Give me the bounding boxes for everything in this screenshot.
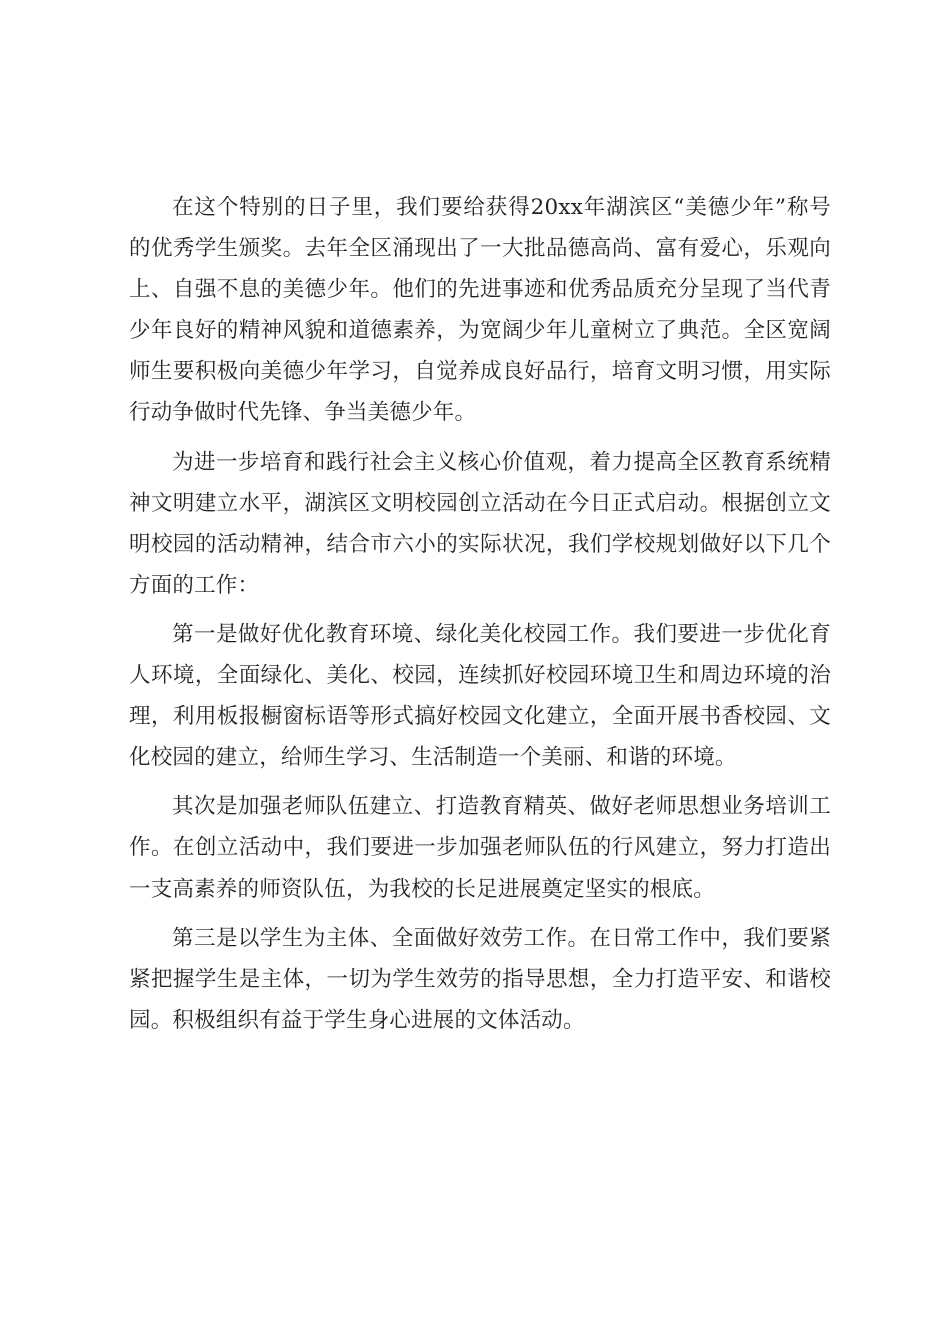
paragraph-third-students: 第三是以学生为主体、全面做好效劳工作。在日常工作中，我们要紧紧把握学生是主体，一切为学生效劳的指导思想，全力打造平安、和谐校园。积极组织有益于学生身心进展的文体活动。 [129,925,831,1033]
paragraph-first-environment: 第一是做好优化教育环境、绿化美化校园工作。我们要进一步优化育人环境，全面绿化、美化、校园，连续抓好校园环境卫生和周边环境的治理，利用板报橱窗标语等形式搞好校园文化建立，全面开展书香校园、文化校园的建立，给师生学习、生活制造一个美丽、和谐的环境。 [129,621,831,771]
document-body [129,187,831,1049]
paragraph-campaign-launch: 为进一步培育和践行社会主义核心价值观，着力提高全区教育系统精神文明建立水平，湖滨区文明校园创立活动在今日正式启动。根据创立文明校园的活动精神，结合市六小的实际状况，我们学校规划做好以下几个方面的工作： [129,449,831,598]
paragraph-second-teachers: 其次是加强老师队伍建立、打造教育精英、做好老师思想业务培训工作。在创立活动中，我们要进一步加强老师队伍的行风建立，努力打造出一支高素养的师资队伍，为我校的长足进展奠定坚实的根底。 [129,794,831,902]
paragraph-award-ceremony: 在这个特别的日子里，我们要给获得20xx年湖滨区“美德少年”称号的优秀学生颁奖。去年全区涌现出了一大批品德高尚、富有爱心，乐观向上、自强不息的美德少年。他们的先进事迹和优秀品质充分呈现了当代青少年良好的精神风貌和道德素养，为宽阔少年儿童树立了典范。全区宽阔师生要积极向美德少年学习，自觉养成良好品行，培育文明习惯，用实际行动争做时代先锋、争当美德少年。 [129,195,831,426]
